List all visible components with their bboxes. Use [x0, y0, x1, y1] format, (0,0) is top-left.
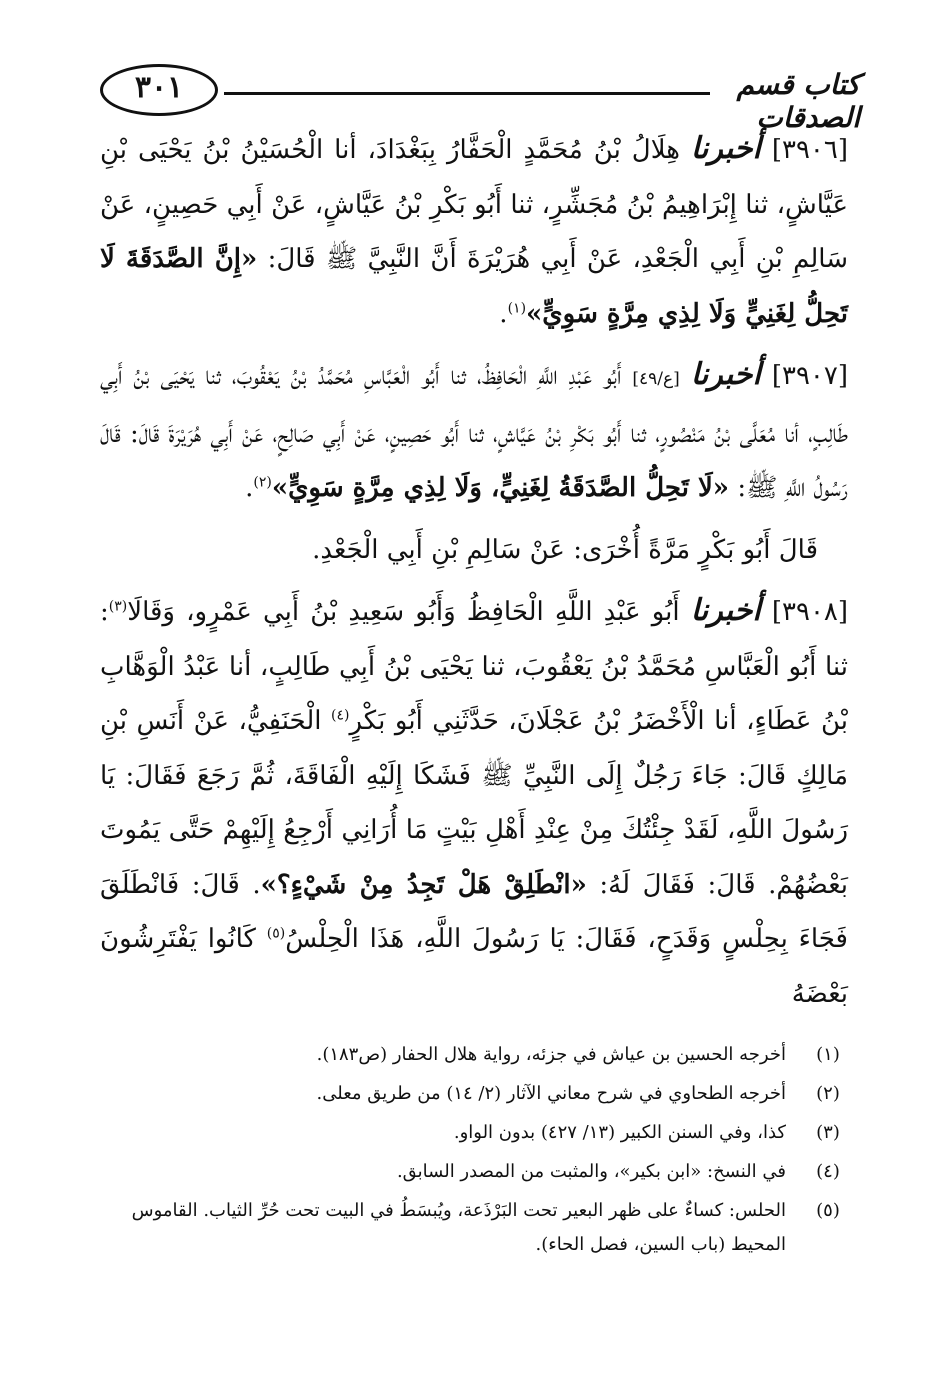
text-end: .	[245, 473, 254, 503]
hadith-number: [٣٩٠٨]	[771, 597, 849, 627]
footnote-item	[90, 1194, 848, 1262]
text-end: .	[499, 298, 508, 329]
footnote-number: (١)	[816, 1044, 840, 1065]
note-text: قَالَ أَبُو بَكْرٍ مَرَّةً أُخْرَى: عَنْ سَالِمِ بْنِ أَبِي الْجَعْدِ.	[312, 534, 818, 565]
footnote-text: أخرجه الحسين بن عياش في جزئه، رواية هلال الحفار (ص١٨٣).	[316, 1044, 786, 1065]
narrative-text: . قَالَ: فَانْطَلَقَ فَجَاءَ بِحِلْسٍ وَقَدَحٍ، فَقَالَ: يَا رَسُولَ اللَّهِ، هَذَا الْحِلْسُ	[100, 869, 848, 954]
footnote-number: (٣)	[816, 1122, 840, 1143]
footnote-number: (٢)	[816, 1083, 840, 1104]
footnote-ref: (٤)	[330, 707, 350, 724]
footnote-ref: (١)	[507, 299, 527, 316]
footnote-item	[90, 1038, 848, 1072]
footnote-item	[90, 1116, 848, 1150]
narrative-text: الْحَنَفِيُّ، عَنْ أَنَسِ بْنِ مَالِكٍ قَالَ: جَاءَ رَجُلٌ إِلَى النَّبِيِّ ﷺ فَشَكَا إِلَيْهِ الْفَاقَةَ، ثُمَّ رَجَعَ فَقَالَ: يَا رَسُولَ اللَّهِ، لَقَدْ جِئْتُكَ مِنْ عِنْدِ أَهْلِ بَيْتٍ مَا أُرَانِي أَرْجِعُ إِلَيْهِمْ حَتَّى يَمُوتَ بَعْضُهُمْ. قَالَ: فَقَالَ لَهُ:	[100, 706, 848, 900]
manuscript-marker: [ع/٤٩]	[632, 369, 680, 389]
hadith-paragraph-3907	[100, 348, 848, 516]
isnad-text: : ثنا أَبُو الْعَبَّاسِ مُحَمَّدُ بْنُ يَعْقُوبَ، ثنا يَحْيَى بْنُ أَبِي طَالِبٍ، أنا عَبْدُ الْوَهَّابِ بْنُ عَطَاءٍ، أنا الْأَخْضَرُ بْنُ عَجْلَانَ، حَدَّثَنِي أَبُو بَكْرٍ	[100, 597, 848, 736]
footnote-text: أخرجه الطحاوي في شرح معاني الآثار (٢/ ١٤) من طريق معلى.	[316, 1083, 786, 1104]
footnote-item	[90, 1077, 848, 1111]
note-paragraph	[100, 523, 848, 578]
akhbarana-label: أخبرنا	[690, 357, 761, 392]
isnad-text: هِلَالُ بْنُ مُحَمَّدٍ الْحَفَّارُ بِبَغْدَادَ، أنا الْحُسَيْنُ بْنُ يَحْيَى بْنِ عَيَّاشٍ، ثنا إِبْرَاهِيمُ بْنُ مُجَشِّرٍ، ثنا أَبُو بَكْرِ بْنُ عَيَّاشٍ، عَنْ أَبِي حَصِينٍ، عَنْ سَالِمِ بْنِ أَبِي الْجَعْدِ، عَنْ أَبِي هُرَيْرَةَ أَنَّ النَّبِيَّ ﷺ قَالَ:	[100, 135, 848, 274]
page-header	[100, 62, 860, 134]
book-title: كتاب قسم الصدقات	[736, 68, 860, 134]
footnote-ref: (٥)	[266, 925, 286, 942]
narrative-text: كَانُوا يَفْتَرِشُونَ بَعْضَهُ	[100, 924, 848, 1009]
header-rule	[224, 92, 710, 95]
page-number: ٣٠١	[134, 70, 184, 105]
footnote-number: (٤)	[816, 1161, 840, 1182]
main-text	[100, 122, 848, 1028]
footnote-item	[90, 1155, 848, 1189]
hadith-paragraph-3908	[100, 584, 848, 1021]
footnote-text: كذا، وفي السنن الكبير (١٣/ ٤٢٧) بدون الواو.	[453, 1122, 786, 1143]
hadith-matn: «لَا تَحِلُّ الصَّدَقَةُ لِغَنِيٍّ، وَلَا لِذِي مِرَّةٍ سَوِيٍّ»	[271, 473, 730, 503]
hadith-paragraph-3906	[100, 122, 848, 341]
isnad-text: أَبُو عَبْدِ اللَّهِ الْحَافِظُ وَأَبُو سَعِيدِ بْنُ أَبِي عَمْرٍو، وَقَالَا	[127, 597, 680, 627]
akhbarana-label: أخبرنا	[690, 593, 761, 628]
footnote-text: الحلس: كساءٌ على ظهر البعير تحت البَرْذَعة، ويُبسَطُ في البيت تحت حُرِّ الثياب. القاموس المحيط (باب السين، فصل الحاء).	[131, 1200, 786, 1255]
isnad-text: أَبُو عَبْدِ اللَّهِ الْحَافِظُ، ثنا أَبُو الْعَبَّاسِ مُحَمَّدُ بْنُ يَعْقُوبَ، ثنا يَحْيَى بْنُ أَبِي طَالِبٍ، أنا مُعَلَّى بْنُ مَنْصُورٍ، ثنا أَبُو بَكْرِ بْنُ عَيَّاشٍ، ثنا أَبُو حَصِينٍ، عَنْ أَبِي صَالِحٍ، عَنْ أَبِي هُرَيْرَةَ قَالَ: قَالَ رَسُولُ اللَّهِ ﷺ:	[100, 361, 848, 503]
footnotes	[90, 1038, 848, 1267]
akhbarana-label: أخبرنا	[690, 131, 761, 166]
footnote-number: (٥)	[816, 1200, 840, 1221]
hadith-matn: «إِنَّ الصَّدَقَةَ لَا تَحِلُّ لِغَنِيٍّ وَلَا لِذِي مِرَّةٍ سَوِيٍّ»	[100, 244, 848, 329]
hadith-number: [٣٩٠٧]	[771, 361, 849, 391]
footnote-text: في النسخ: «ابن بكير»، والمثبت من المصدر السابق.	[396, 1161, 786, 1182]
footnote-ref: (٢)	[253, 474, 272, 491]
footnote-ref: (٣)	[108, 598, 128, 615]
hadith-matn: «انْطَلِقْ هَلْ تَجِدُ مِنْ شَيْءٍ؟»	[260, 869, 587, 900]
hadith-number: [٣٩٠٦]	[771, 135, 849, 165]
